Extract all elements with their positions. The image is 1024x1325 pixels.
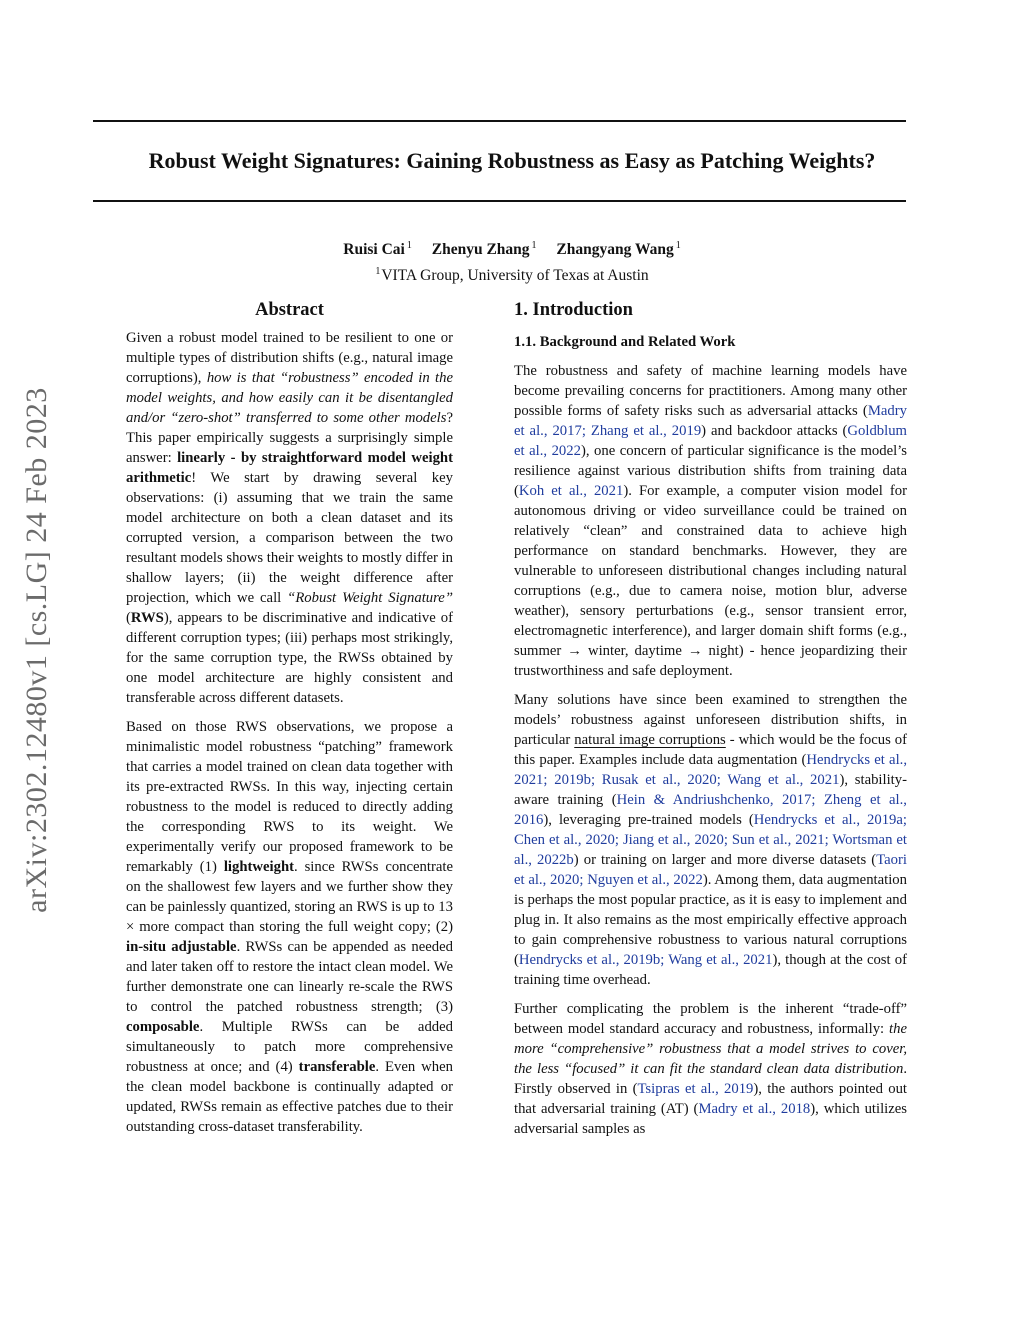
abstract-paragraph-1 — [126, 328, 453, 708]
author-2 — [432, 241, 537, 258]
bold-run: linearly - by straightforward model weight arithmetic — [126, 450, 453, 486]
affiliation-mark: 1 — [406, 240, 412, 251]
text-run: - which would be the focus of this paper. Examples include data augmentation ( — [514, 732, 907, 768]
affiliation-mark: 1 — [375, 266, 381, 277]
affiliation-mark: 1 — [531, 240, 537, 251]
text-run: ), though at the cost of training time overhead. — [514, 952, 907, 988]
italic-run: the more “comprehensive” robustness that a model strives to cover, the less “focused” it can fit the standard clean data distribution — [514, 1021, 907, 1077]
italic-run: how is that “robustness” encoded in the model weights, and how easily can it be disentangled and/or “zero-shot” transferred to some other models — [126, 370, 454, 426]
citation-link[interactable]: Madry et al., 2017; Zhang et al., 2019 — [514, 403, 907, 439]
text-run: Based on those RWS observations, we propose a minimalistic model robustness “patching” framework that carries a model trained on clean data together with its pre-extracted RWSs. In this way, injecting certain robustness to the model is reduced to directly adding the corresponding RWS to its weight. We experimentally verify our proposed framework to be remarkably (1) — [126, 719, 453, 875]
text-run: ), stability-aware training ( — [514, 772, 907, 808]
citation-link[interactable]: Goldblum et al., 2022 — [514, 423, 907, 459]
citation-link[interactable]: Koh et al., 2021 — [518, 483, 624, 499]
arxiv-identifier-stamp: arXiv:2302.12480v1 [cs.LG] 24 Feb 2023 — [20, 387, 53, 913]
text-run: ). For example, a computer vision model for autonomous driving or video surveillance could be trained on relatively “clean” and constrained data to achieve high performance on standard benchmarks. However, they are vulnerable to unforeseen distributional changes including natural corruptions (e.g., due to camera noise, motion blur, adverse weather), sensory perturbations (e.g., sensor transient error, electromagnetic interference), and larger domain shift forms (e.g., summer → winter, daytime → night) - hence jeopardizing their trustworthiness and safe deployment. — [514, 483, 907, 679]
affiliation — [0, 262, 1024, 286]
citation-link[interactable]: Hendrycks et al., 2021; 2019b; Rusak et al., 2020; Wang et al., 2021 — [514, 752, 907, 788]
text-run: Further complicating the problem is the inherent “trade-off” between model standard accuracy and robustness, informally: — [514, 1001, 907, 1037]
bold-run: in-situ adjustable — [126, 939, 237, 955]
author-name: Zhangyang Wang — [556, 241, 674, 258]
text-run: ! We start by drawing several key observations: (i) assuming that we train the same model architecture on both a clean dataset and its corrupted version, a comparison between the two resultant models shows their weights to mostly differ in shallow layers; (ii) the weight difference after projection, which we call — [126, 470, 453, 606]
bold-run: RWS — [130, 610, 164, 626]
affiliation-mark: 1 — [675, 240, 681, 251]
bold-run: lightweight — [223, 859, 295, 875]
top-rule — [93, 120, 906, 122]
text-run: ), the authors pointed out that adversarial training (AT) ( — [514, 1081, 907, 1117]
right-column — [514, 298, 907, 1139]
citation-link[interactable]: Taori et al., 2020; Nguyen et al., 2022 — [514, 852, 907, 888]
abstract-paragraph-2 — [126, 717, 453, 1137]
intro-paragraph-2 — [514, 690, 907, 990]
author-list — [0, 236, 1024, 260]
affiliation-text: VITA Group, University of Texas at Austin — [381, 267, 649, 284]
citation-link[interactable]: Madry et al., 2018 — [698, 1101, 811, 1117]
text-run: ? This paper empirically suggests a surprisingly simple answer: — [126, 410, 453, 466]
text-run: . RWSs can be appended as needed and later taken off to restore the intact clean model. We further demonstrate one can linearly re-scale the RWS to control the patched robustness strength; (3) — [126, 939, 453, 1015]
citation-link[interactable]: Tsipras et al., 2019 — [637, 1081, 754, 1097]
text-run: The robustness and safety of machine learning models have become prevailing concerns for practitioners. Among many other possible forms of safety risks such as adversarial attacks ( — [514, 363, 907, 419]
text-run: . Multiple RWSs can be added simultaneously to patch more comprehensive robustness at once; and (4) — [126, 1019, 453, 1075]
title-bottom-rule — [93, 200, 906, 202]
paper-title: Robust Weight Signatures: Gaining Robustness as Easy as Patching Weights? — [148, 148, 876, 173]
underlined-run: natural image corruptions — [574, 732, 726, 748]
text-run: ), which utilizes adversarial samples as — [514, 1101, 907, 1137]
bold-run: composable — [126, 1019, 200, 1035]
text-run: ), one concern of particular significance is the model’s resilience against various distribution shifts from training data ( — [514, 443, 907, 499]
text-run: ) or training on larger and more diverse datasets ( — [573, 852, 877, 868]
left-column — [126, 298, 453, 1137]
citation-link[interactable]: Hein & Andriushchenko, 2017; Zheng et al., 2016 — [514, 792, 907, 828]
italic-run: “Robust Weight Signature” — [287, 590, 453, 606]
bold-run: transferable — [298, 1059, 376, 1075]
text-run: ( — [126, 610, 131, 626]
intro-paragraph-3 — [514, 999, 907, 1139]
abstract-heading: Abstract — [255, 300, 324, 320]
author-1 — [343, 241, 412, 258]
text-run: ). Among them, data augmentation is perhaps the most popular practice, as it is easy to implement and plug in. It also remains as the most empirically effective approach to gain comprehensive robustness to various natural corruptions ( — [514, 872, 907, 968]
text-run: ) and backdoor attacks ( — [701, 423, 848, 439]
intro-paragraph-1 — [514, 361, 907, 681]
text-run: . since RWSs concentrate on the shallowest few layers and we further show they can be painlessly quantized, storing an RWS is up to 13 × more compact than storing the full weight copy; (2) — [126, 859, 453, 935]
text-run: Many solutions have since been examined to strengthen the models’ robustness against unforeseen distribution shifts, in particular — [514, 692, 907, 748]
text-run: . Firstly observed in ( — [514, 1061, 907, 1097]
citation-link[interactable]: Hendrycks et al., 2019b; Wang et al., 2021 — [518, 952, 773, 968]
introduction-heading: 1. Introduction — [514, 300, 633, 320]
text-run: ), leveraging pre-trained models ( — [543, 812, 754, 828]
citation-link[interactable]: Hendrycks et al., 2019a; Chen et al., 2020; Jiang et al., 2020; Sun et al., 2021; Wortsman et al., 2022b — [514, 812, 907, 868]
text-run: . Even when the clean model backbone is continually adapted or updated, RWSs remain as effective patches due to their outstanding cross-dataset transferability. — [126, 1059, 453, 1135]
author-name: Ruisi Cai — [343, 241, 405, 258]
author-3 — [556, 241, 680, 258]
background-subheading: 1.1. Background and Related Work — [514, 334, 736, 350]
text-run: Given a robust model trained to be resilient to one or multiple types of distribution shifts (e.g., natural image corruptions), — [126, 330, 453, 386]
author-name: Zhenyu Zhang — [431, 241, 530, 258]
text-run: ), appears to be discriminative and indicative of different corruption types; (iii) perhaps most strikingly, for the same corruption type, the RWSs obtained by one model architecture are highly consistent and transferable across different datasets. — [126, 610, 453, 706]
